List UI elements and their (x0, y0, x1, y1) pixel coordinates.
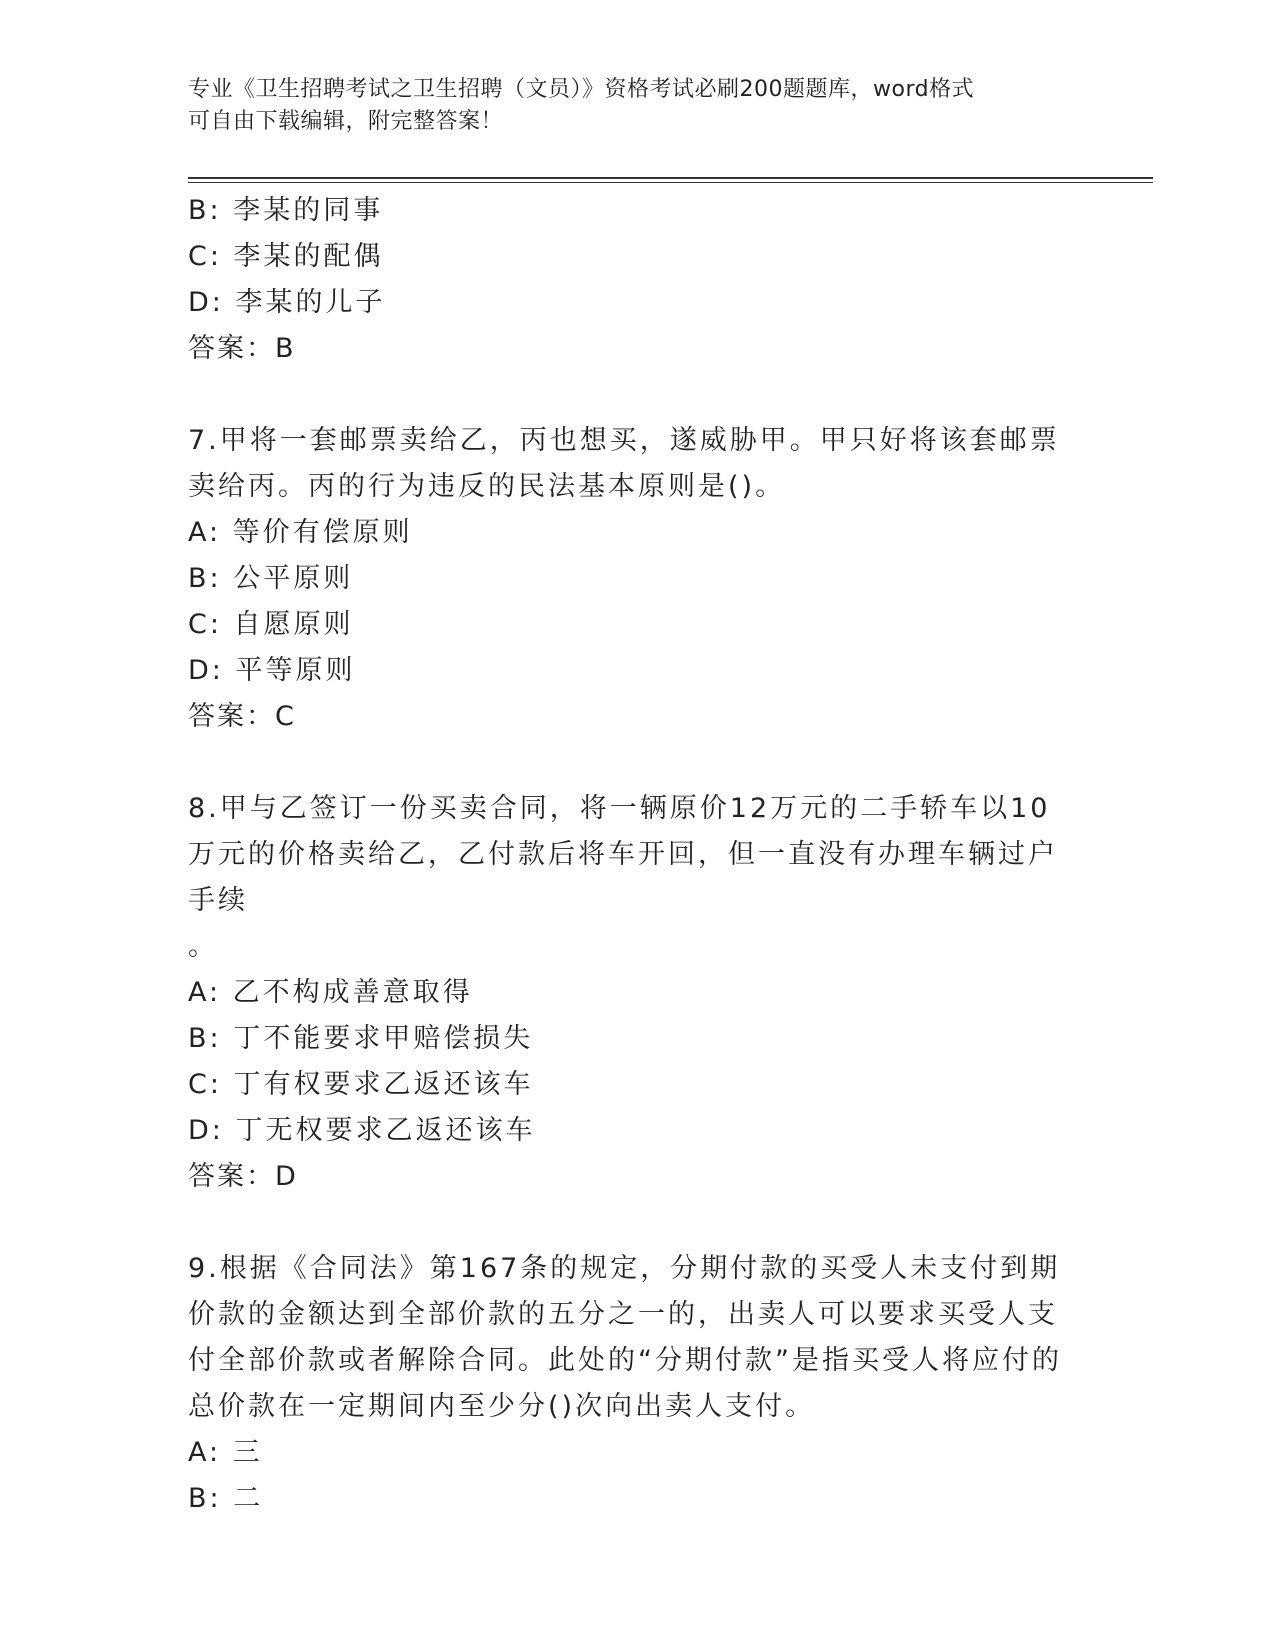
question-8 (188, 786, 1068, 1200)
q8-answer: 答案：D (188, 1161, 298, 1192)
spacer (188, 740, 1068, 786)
q8-option-a: A: 乙不构成善意取得 (188, 977, 473, 1008)
q7-option-b: B: 公平原则 (188, 563, 354, 594)
question-6 (188, 188, 1068, 372)
q6-option-b: B: 李某的同事 (188, 195, 384, 226)
question-9 (188, 1246, 1068, 1522)
question-7 (188, 418, 1068, 740)
q8-option-d: D: 丁无权要求乙返还该车 (188, 1115, 536, 1146)
spacer (188, 372, 1068, 418)
q6-option-c: C: 李某的配偶 (188, 241, 384, 272)
q9-option-a: A: 三 (188, 1437, 263, 1468)
q8-text: 8.甲与乙签订一份买卖合同，将一辆原价12万元的二手轿车以10万元的价格卖给乙，乙付款后将车开回，但一直没有办理车辆过户手续 (188, 793, 1058, 916)
q8-option-c: C: 丁有权要求乙返还该车 (188, 1069, 534, 1100)
q7-option-a: A: 等价有偿原则 (188, 517, 413, 548)
question-list (188, 188, 1068, 1522)
q9-option-b: B: 二 (188, 1483, 264, 1514)
q6-answer: 答案：B (188, 333, 296, 364)
q6-option-d: D: 李某的儿子 (188, 287, 386, 318)
q7-option-d: D: 平等原则 (188, 655, 356, 686)
q7-option-c: C: 自愿原则 (188, 609, 354, 640)
q7-text: 7.甲将一套邮票卖给乙，丙也想买，遂威胁甲。甲只好将该套邮票卖给丙。丙的行为违反的民法基本原则是()。 (188, 425, 1060, 502)
spacer (188, 1200, 1068, 1246)
header-rule-thick (188, 177, 1153, 179)
q7-answer: 答案：C (188, 701, 296, 732)
q9-text: 9.根据《合同法》第167条的规定，分期付款的买受人未支付到期价款的金额达到全部价款的五分之一的，出卖人可以要求买受人支付全部价款或者解除合同。此处的“分期付款”是指买受人将应付的总价款在一定期间内至少分()次向出卖人支付。 (188, 1253, 1062, 1422)
header-rule-thin (188, 182, 1153, 183)
document-header (188, 74, 1058, 138)
header-line-2: 可自由下载编辑，附完整答案！ (188, 109, 504, 134)
q8-text-tail: 。 (188, 931, 218, 962)
header-line-1: 专业《卫生招聘考试之卫生招聘（文员）》资格考试必刷200题题库，word格式 (188, 77, 975, 102)
q8-option-b: B: 丁不能要求甲赔偿损失 (188, 1023, 534, 1054)
